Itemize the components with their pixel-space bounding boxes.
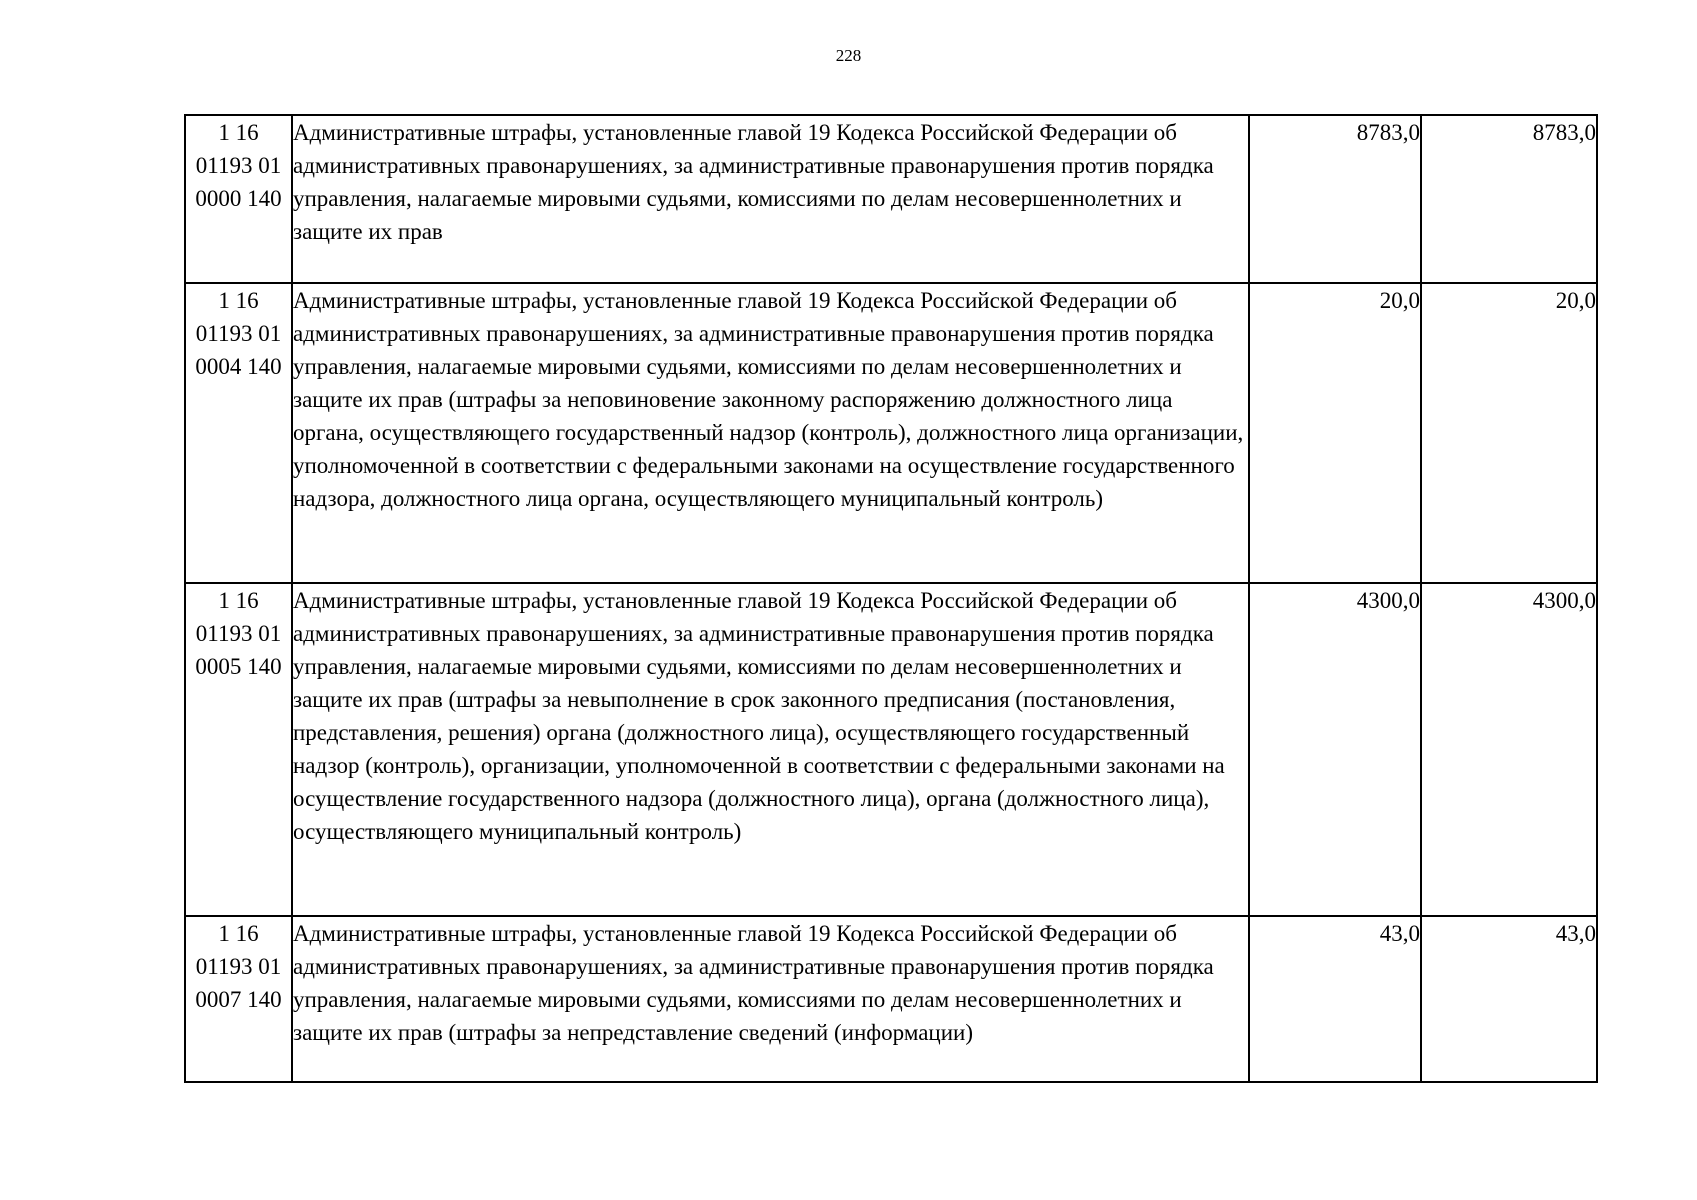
amount-column-2: 8783,0 [1421, 115, 1597, 283]
income-description: Административные штрафы, установленные главой 19 Кодекса Российской Федерации об административных правонарушениях, за административные правонарушения против порядка управления, налагаемые мировыми судьями, комиссиями по делам несовершеннолетних и защите их прав (штрафы за невыполнение в срок законного предписания (постановления, представления, решения) органа (должностного лица), осуществляющего государственный надзор (контроль), организации, уполномоченной в соответствии с федеральными законами на осуществление государственного надзора (должностного лица), органа (должностного лица), осуществляющего муниципальный контроль) [292, 583, 1249, 916]
table-row [185, 283, 1597, 583]
amount-column-2: 20,0 [1421, 283, 1597, 583]
budget-code: 1 16 01193 01 0000 140 [185, 115, 292, 283]
budget-code: 1 16 01193 01 0005 140 [185, 583, 292, 916]
income-description: Административные штрафы, установленные главой 19 Кодекса Российской Федерации об административных правонарушениях, за административные правонарушения против порядка управления, налагаемые мировыми судьями, комиссиями по делам несовершеннолетних и защите их прав [292, 115, 1249, 283]
amount-column-1: 20,0 [1249, 283, 1421, 583]
income-description: Административные штрафы, установленные главой 19 Кодекса Российской Федерации об административных правонарушениях, за административные правонарушения против порядка управления, налагаемые мировыми судьями, комиссиями по делам несовершеннолетних и защите их прав (штрафы за неповиновение законному распоряжению должностного лица органа, осуществляющего государственный надзор (контроль), должностного лица организации, уполномоченной в соответствии с федеральными законами на осуществление государственного надзора, должностного лица органа, осуществляющего муниципальный контроль) [292, 283, 1249, 583]
page-number: 228 [835, 46, 862, 65]
budget-table [184, 114, 1598, 1083]
amount-column-1: 8783,0 [1249, 115, 1421, 283]
table-row [185, 115, 1597, 283]
amount-column-1: 43,0 [1249, 916, 1421, 1082]
amount-column-2: 43,0 [1421, 916, 1597, 1082]
amount-column-1: 4300,0 [1249, 583, 1421, 916]
budget-code: 1 16 01193 01 0004 140 [185, 283, 292, 583]
budget-code: 1 16 01193 01 0007 140 [185, 916, 292, 1082]
income-description: Административные штрафы, установленные главой 19 Кодекса Российской Федерации об административных правонарушениях, за административные правонарушения против порядка управления, налагаемые мировыми судьями, комиссиями по делам несовершеннолетних и защите их прав (штрафы за непредставление сведений (информации) [292, 916, 1249, 1082]
table-row [185, 583, 1597, 916]
table-row [185, 916, 1597, 1082]
amount-column-2: 4300,0 [1421, 583, 1597, 916]
